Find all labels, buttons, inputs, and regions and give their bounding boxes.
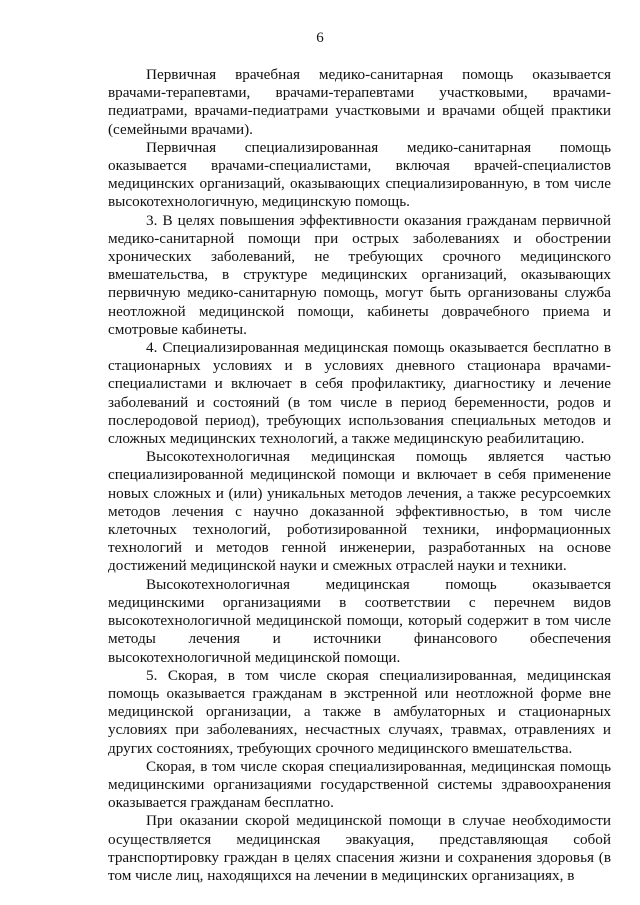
document-body <box>108 66 611 885</box>
paragraph-specialized-primary-care: Первичная специализированная медико-санитарная помощь оказывается врачами-специалистами, включая врачей-специалистов медицинских организаций, оказывающих специализированную, в том числе высокотехнологичную, медицинскую помощь. <box>108 138 611 211</box>
paragraph-high-tech-definition: Высокотехнологичная медицинская помощь является частью специализированной медицинской помощи и включает в себя применение новых сложных и (или) уникальных методов лечения, а также ресурсоемких методов лечения с научно доказанной эффективностью, в том числе клеточных технологий, роботизированной техники, информационных технологий и методов генной инженерии, разработанных на основе достижений медицинской науки и смежных отраслей науки и техники. <box>108 448 611 575</box>
paragraph-section-5: 5. Скорая, в том числе скорая специализированная, медицинская помощь оказывается гражданам в экстренной или неотложной форме вне медицинской организации, а также в амбулаторных и стационарных условиях при заболеваниях, несчастных случаях, травмах, отравлениях и других состояниях, требующих срочного медицинского вмешательства. <box>108 666 611 757</box>
paragraph-section-3: 3. В целях повышения эффективности оказания гражданам первичной медико-санитарной помощи при острых заболеваниях и обострении хронических заболеваний, не требующих срочного медицинского вмешательства, в структуре медицинских организаций, оказывающих первичную медико-санитарную помощь, могут быть организованы служба неотложной медицинской помощи, кабинеты доврачебного приема и смотровые кабинеты. <box>108 211 611 338</box>
page-number: 6 <box>316 30 324 46</box>
paragraph-emergency-free: Скорая, в том числе скорая специализированная, медицинская помощь медицинскими организациями государственной системы здравоохранения оказывается гражданам бесплатно. <box>108 757 611 812</box>
paragraph-high-tech-providers: Высокотехнологичная медицинская помощь оказывается медицинскими организациями в соответствии с перечнем видов высокотехнологичной медицинской помощи, который содержит в том числе методы лечения и источники финансового обеспечения высокотехнологичной медицинской помощи. <box>108 575 611 666</box>
paragraph-section-4: 4. Специализированная медицинская помощь оказывается бесплатно в стационарных условиях и в условиях дневного стационара врачами-специалистами и включает в себя профилактику, диагностику и лечение заболеваний и состояний (в том числе в период беременности, родов и послеродовой период), требующих использования специальных методов и сложных медицинских технологий, а также медицинскую реабилитацию. <box>108 339 611 448</box>
paragraph-primary-care: Первичная врачебная медико-санитарная помощь оказывается врачами-терапевтами, врачами-терапевтами участковыми, врачами-педиатрами, врачами-педиатрами участковыми и врачами общей практики (семейными врачами). <box>108 66 611 138</box>
paragraph-medical-evacuation: При оказании скорой медицинской помощи в случае необходимости осуществляется медицинская эвакуация, представляющая собой транспортировку граждан в целях спасения жизни и сохранения здоровья (в том числе лиц, находящихся на лечении в медицинских организациях, в <box>108 812 611 884</box>
